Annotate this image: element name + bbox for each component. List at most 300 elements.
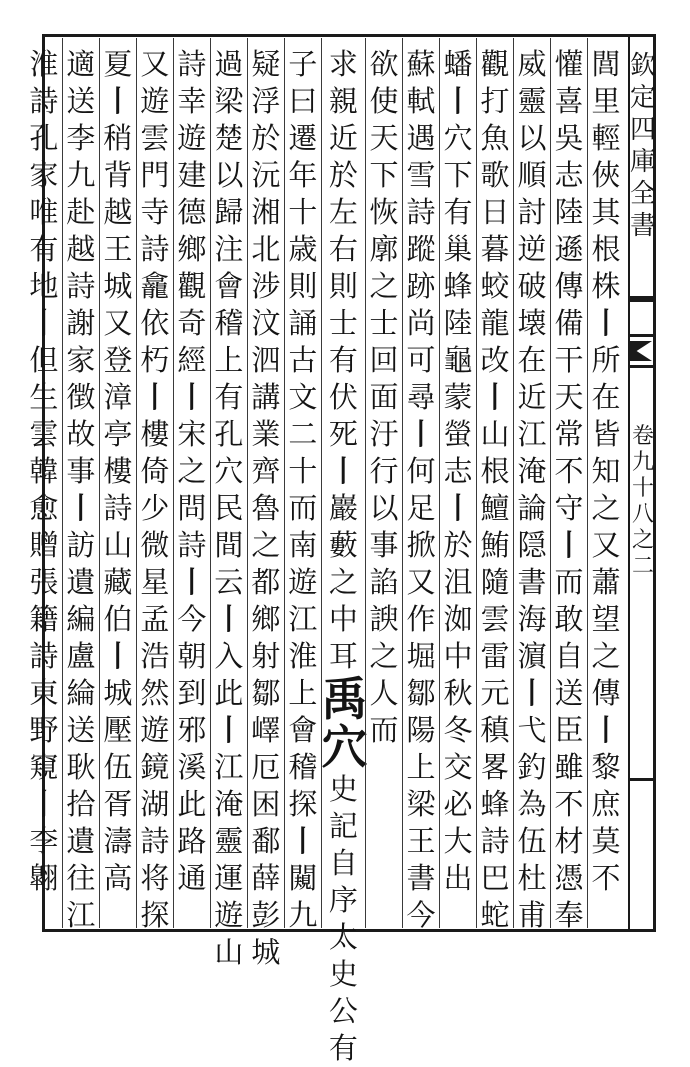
- glyph: 伍: [103, 750, 133, 784]
- text-column: [284, 38, 321, 932]
- glyph: 蜂: [480, 787, 510, 821]
- glyph: 建: [177, 158, 207, 192]
- glyph: 雪: [406, 158, 436, 192]
- glyph: 翺: [29, 861, 59, 895]
- glyph: 根: [591, 232, 621, 266]
- repeat-mark: 丨: [103, 84, 133, 118]
- glyph: 經: [177, 343, 207, 377]
- glyph: 俠: [591, 158, 621, 192]
- glyph: 干: [554, 343, 584, 377]
- glyph: 城: [103, 676, 133, 710]
- glyph: 稽: [214, 306, 244, 340]
- glyph: 人: [369, 676, 399, 710]
- glyph: 中: [443, 639, 473, 673]
- glyph: 伯: [103, 602, 133, 636]
- glyph: 背: [103, 158, 133, 192]
- glyph: 王: [103, 232, 133, 266]
- glyph: 朝: [177, 639, 207, 673]
- repeat-mark: 丨: [328, 454, 358, 488]
- glyph: 靈: [214, 824, 244, 858]
- glyph: 朽: [140, 343, 170, 377]
- glyph: 冬: [443, 713, 473, 747]
- glyph: 編: [66, 602, 96, 636]
- glyph: 杜: [517, 861, 547, 895]
- glyph: 厄: [251, 750, 281, 784]
- glyph: 誦: [288, 306, 318, 340]
- glyph: 弋: [517, 713, 547, 747]
- glyph: 士: [369, 306, 399, 340]
- glyph: 會: [214, 269, 244, 303]
- text-column: [99, 38, 136, 928]
- glyph: 淹: [214, 787, 244, 821]
- glyph: 討: [517, 195, 547, 229]
- glyph: 年: [288, 158, 318, 192]
- glyph: 詩: [140, 824, 170, 858]
- glyph: 上: [288, 676, 318, 710]
- glyph: 臣: [554, 713, 584, 747]
- glyph: 嶧: [251, 713, 281, 747]
- glyph: 可: [406, 343, 436, 377]
- glyph: 於: [251, 121, 281, 155]
- glyph: 自: [554, 639, 584, 673]
- glyph: 倚: [140, 454, 170, 488]
- glyph: 回: [369, 343, 399, 377]
- glyph: 藪: [328, 528, 358, 562]
- glyph: 之: [591, 639, 621, 673]
- glyph: 溪: [177, 750, 207, 784]
- glyph: 路: [177, 824, 207, 858]
- glyph: 幸: [177, 84, 207, 118]
- glyph: 歸: [214, 195, 244, 229]
- glyph: 天: [369, 121, 399, 155]
- glyph: 胥: [103, 787, 133, 821]
- glyph: 越: [103, 195, 133, 229]
- glyph: 面: [369, 380, 399, 414]
- glyph: 詩: [177, 47, 207, 81]
- glyph: 九: [66, 158, 96, 192]
- glyph: 遊: [214, 898, 244, 932]
- glyph: 隠: [517, 528, 547, 562]
- glyph: 士: [328, 306, 358, 340]
- glyph: 之: [177, 454, 207, 488]
- glyph: 序: [328, 883, 358, 917]
- glyph: 尋: [406, 380, 436, 414]
- glyph: 盧: [66, 639, 96, 673]
- glyph: 望: [591, 602, 621, 636]
- glyph: 少: [140, 491, 170, 525]
- glyph: 詩: [480, 824, 510, 858]
- text-column: [321, 38, 368, 1065]
- glyph: 堀: [406, 639, 436, 673]
- glyph: 掀: [406, 528, 436, 562]
- glyph: 鄉: [177, 232, 207, 266]
- glyph: 根: [480, 454, 510, 488]
- glyph: 知: [591, 454, 621, 488]
- glyph: 今: [177, 602, 207, 636]
- glyph: 不: [554, 454, 584, 488]
- glyph: 不: [554, 787, 584, 821]
- glyph: 蛟: [480, 269, 510, 303]
- glyph: 山: [103, 528, 133, 562]
- glyph: 蜂: [443, 269, 473, 303]
- glyph: 家: [29, 158, 59, 192]
- glyph: 吳: [554, 121, 584, 155]
- glyph: 薛: [251, 861, 281, 895]
- glyph: 稽: [288, 750, 318, 784]
- glyph: 詩: [103, 491, 133, 525]
- glyph: 彭: [251, 898, 281, 932]
- glyph: 亭: [103, 417, 133, 451]
- glyph: 鄱: [251, 824, 281, 858]
- glyph: 蒙: [443, 380, 473, 414]
- glyph: 藏: [103, 565, 133, 599]
- glyph: 汶: [251, 306, 281, 340]
- repeat-mark: 丨: [177, 565, 207, 599]
- glyph: 使: [369, 84, 399, 118]
- glyph: 徴: [66, 380, 96, 414]
- glyph: 有: [29, 232, 59, 266]
- glyph: 江: [214, 750, 244, 784]
- glyph: 之: [591, 491, 621, 525]
- glyph: 必: [443, 787, 473, 821]
- glyph: 登: [103, 343, 133, 377]
- glyph: 公: [328, 994, 358, 1028]
- glyph: 陸: [443, 306, 473, 340]
- glyph: 雖: [554, 750, 584, 784]
- glyph: 鏡: [140, 750, 170, 784]
- glyph: 詩: [29, 84, 59, 118]
- glyph: 耿: [66, 750, 96, 784]
- glyph: 浩: [140, 639, 170, 673]
- glyph: 壓: [103, 713, 133, 747]
- glyph: 在: [591, 380, 621, 414]
- text-column: [550, 38, 587, 932]
- glyph: 記: [328, 809, 358, 843]
- glyph: 曰: [288, 84, 318, 118]
- header-rule-lower: [628, 778, 656, 781]
- glyph: 甫: [517, 898, 547, 932]
- glyph: 蟠: [443, 47, 473, 81]
- glyph: 詩: [177, 528, 207, 562]
- glyph: 贈: [29, 528, 59, 562]
- glyph: 蛇: [480, 898, 510, 932]
- glyph: 作: [406, 602, 436, 636]
- glyph: 事: [66, 454, 96, 488]
- glyph: 里: [591, 84, 621, 118]
- glyph: 微: [140, 528, 170, 562]
- glyph: 樓: [140, 417, 170, 451]
- glyph: 則: [288, 269, 318, 303]
- text-column: [513, 38, 550, 932]
- title-char: 全: [630, 179, 657, 209]
- repeat-mark: 丨: [29, 306, 59, 340]
- text-column: [62, 38, 99, 932]
- glyph: 伏: [328, 380, 358, 414]
- glyph: 東: [29, 676, 59, 710]
- glyph: 陽: [406, 713, 436, 747]
- glyph: 畧: [480, 750, 510, 784]
- glyph: 李: [29, 824, 59, 858]
- repeat-mark: 丨: [214, 713, 244, 747]
- glyph: 螢: [443, 417, 473, 451]
- glyph: 然: [140, 676, 170, 710]
- glyph: 鄒: [251, 676, 281, 710]
- glyph: 廓: [369, 232, 399, 266]
- glyph: 送: [66, 84, 96, 118]
- glyph: 泗: [251, 343, 281, 377]
- glyph: 宋: [177, 417, 207, 451]
- glyph: 拾: [66, 787, 96, 821]
- glyph: 之: [251, 528, 281, 562]
- glyph: 汙: [369, 417, 399, 451]
- glyph: 遺: [66, 824, 96, 858]
- glyph: 有: [214, 380, 244, 414]
- glyph: 北: [251, 232, 281, 266]
- glyph: 死: [328, 417, 358, 451]
- glyph: 詩: [406, 195, 436, 229]
- text-body: [29, 38, 624, 1065]
- glyph: 送: [66, 713, 96, 747]
- glyph: 觀: [480, 47, 510, 81]
- glyph: 星: [140, 565, 170, 599]
- glyph: 海: [517, 602, 547, 636]
- glyph: 子: [288, 47, 318, 81]
- glyph: 稹: [480, 713, 510, 747]
- glyph: 濤: [103, 824, 133, 858]
- glyph: 書: [517, 565, 547, 599]
- glyph: 所: [591, 343, 621, 377]
- glyph: 孔: [29, 121, 59, 155]
- glyph: 稍: [103, 121, 133, 155]
- glyph: 張: [29, 565, 59, 599]
- glyph: 志: [554, 158, 584, 192]
- text-column: [476, 38, 513, 932]
- glyph: 奉: [554, 898, 584, 932]
- glyph: 愈: [29, 491, 59, 525]
- glyph: 江: [66, 898, 96, 932]
- glyph: 懽: [554, 47, 584, 81]
- glyph: 入: [214, 639, 244, 673]
- glyph: 遷: [288, 121, 318, 155]
- glyph: 又: [406, 565, 436, 599]
- glyph: 浮: [251, 84, 281, 118]
- headword-glyph: 禹: [321, 672, 368, 726]
- glyph: 李: [66, 121, 96, 155]
- glyph: 射: [251, 639, 281, 673]
- glyph: 喜: [554, 84, 584, 118]
- header-rule: [628, 296, 656, 302]
- repeat-mark: 丨: [517, 676, 547, 710]
- glyph: 闚: [288, 861, 318, 895]
- glyph: 南: [288, 528, 318, 562]
- glyph: 備: [554, 306, 584, 340]
- glyph: 暮: [480, 232, 510, 266]
- repeat-mark: 丨: [29, 787, 59, 821]
- glyph: 湖: [140, 787, 170, 821]
- glyph: 歳: [288, 232, 318, 266]
- glyph: 欲: [369, 47, 399, 81]
- glyph: 親: [328, 84, 358, 118]
- glyph: 越: [66, 232, 96, 266]
- glyph: 足: [406, 491, 436, 525]
- glyph: 地: [29, 269, 59, 303]
- glyph: 山: [214, 935, 244, 969]
- chapter-char: 十: [631, 476, 654, 501]
- glyph: 邪: [177, 713, 207, 747]
- glyph: 又: [103, 306, 133, 340]
- glyph: 運: [214, 861, 244, 895]
- glyph: 遊: [140, 713, 170, 747]
- repeat-mark: 丨: [406, 417, 436, 451]
- glyph: 黎: [591, 750, 621, 784]
- glyph: 淹: [517, 454, 547, 488]
- repeat-mark: 丨: [591, 713, 621, 747]
- glyph: 太: [328, 920, 358, 954]
- repeat-mark: 丨: [443, 84, 473, 118]
- glyph: 探: [140, 898, 170, 932]
- glyph: 過: [214, 47, 244, 81]
- glyph: 釣: [517, 750, 547, 784]
- glyph: 梁: [406, 787, 436, 821]
- glyph: 樓: [103, 454, 133, 488]
- glyph: 德: [177, 195, 207, 229]
- text-column: [439, 38, 476, 928]
- glyph: 事: [369, 528, 399, 562]
- glyph: 順: [517, 158, 547, 192]
- glyph: 魚: [480, 121, 510, 155]
- glyph: 往: [66, 861, 96, 895]
- glyph: 尚: [406, 306, 436, 340]
- glyph: 王: [406, 824, 436, 858]
- glyph: 詩: [66, 269, 96, 303]
- glyph: 講: [251, 380, 281, 414]
- glyph: 而: [288, 491, 318, 525]
- glyph: 交: [443, 750, 473, 784]
- glyph: 鄉: [251, 602, 281, 636]
- glyph: 之: [328, 565, 358, 599]
- glyph: 史: [328, 957, 358, 991]
- text-column: [136, 38, 173, 932]
- glyph: 材: [554, 824, 584, 858]
- glyph: 赴: [66, 195, 96, 229]
- text-column: [210, 38, 247, 969]
- glyph: 以: [214, 158, 244, 192]
- glyph: 株: [591, 269, 621, 303]
- glyph: 湘: [251, 195, 281, 229]
- glyph: 求: [328, 47, 358, 81]
- glyph: 通: [177, 861, 207, 895]
- chapter-label: [630, 424, 656, 580]
- glyph: 鄒: [406, 676, 436, 710]
- chapter-char: 之: [631, 528, 654, 553]
- glyph: 雲: [140, 121, 170, 155]
- glyph: 遜: [554, 232, 584, 266]
- glyph: 逆: [517, 232, 547, 266]
- glyph: 洳: [443, 602, 473, 636]
- glyph: 穴: [443, 121, 473, 155]
- glyph: 敢: [554, 602, 584, 636]
- glyph: 夏: [103, 47, 133, 81]
- glyph: 涉: [251, 269, 281, 303]
- glyph: 此: [177, 787, 207, 821]
- glyph: 在: [517, 343, 547, 377]
- glyph: 奇: [177, 306, 207, 340]
- glyph: 改: [480, 343, 510, 377]
- glyph: 不: [591, 861, 621, 895]
- glyph: 業: [251, 417, 281, 451]
- glyph: 古: [288, 343, 318, 377]
- headword-glyph: 穴: [321, 720, 368, 774]
- glyph: 孔: [214, 417, 244, 451]
- glyph: 軾: [406, 84, 436, 118]
- glyph: 生: [29, 380, 59, 414]
- glyph: 到: [177, 676, 207, 710]
- glyph: 書: [406, 861, 436, 895]
- chapter-char: 九: [631, 450, 654, 475]
- title-char: 定: [630, 83, 657, 113]
- repeat-mark: 丨: [103, 639, 133, 673]
- repeat-mark: 丨: [66, 491, 96, 525]
- glyph: 天: [554, 380, 584, 414]
- glyph: 江: [288, 602, 318, 636]
- text-column: [402, 38, 439, 932]
- text-column: [587, 38, 624, 928]
- glyph: 蕭: [591, 565, 621, 599]
- glyph: 庶: [591, 787, 621, 821]
- glyph: 九: [288, 898, 318, 932]
- glyph: 唯: [29, 195, 59, 229]
- glyph: 元: [480, 676, 510, 710]
- glyph: 守: [554, 491, 584, 525]
- glyph: 左: [328, 195, 358, 229]
- glyph: 傳: [591, 676, 621, 710]
- margin-header: [628, 34, 656, 932]
- glyph: 有: [443, 195, 473, 229]
- glyph: 恢: [369, 195, 399, 229]
- glyph: 詩: [140, 232, 170, 266]
- glyph: 又: [591, 528, 621, 562]
- glyph: 齊: [251, 454, 281, 488]
- title-char: 書: [630, 211, 657, 241]
- glyph: 沅: [251, 158, 281, 192]
- glyph: 家: [66, 343, 96, 377]
- glyph: 探: [288, 787, 318, 821]
- glyph: 民: [214, 491, 244, 525]
- glyph: 問: [177, 491, 207, 525]
- glyph: 云: [214, 565, 244, 599]
- book-title: [630, 50, 656, 242]
- glyph: 以: [517, 121, 547, 155]
- glyph: 江: [517, 417, 547, 451]
- text-column: [173, 38, 210, 928]
- glyph: 韓: [29, 454, 59, 488]
- glyph: 諛: [369, 602, 399, 636]
- glyph: 将: [140, 861, 170, 895]
- glyph: 城: [103, 269, 133, 303]
- glyph: 疑: [251, 47, 281, 81]
- glyph: 雷: [480, 639, 510, 673]
- fish-tail-mark: [628, 334, 656, 368]
- glyph: 雲: [480, 602, 510, 636]
- glyph: 傳: [554, 269, 584, 303]
- glyph: 有: [328, 1031, 358, 1065]
- repeat-mark: 丨: [140, 380, 170, 414]
- glyph: 淮: [29, 47, 59, 81]
- glyph: 二: [288, 417, 318, 451]
- glyph: 莫: [591, 824, 621, 858]
- glyph: 淮: [288, 639, 318, 673]
- glyph: 謝: [66, 306, 96, 340]
